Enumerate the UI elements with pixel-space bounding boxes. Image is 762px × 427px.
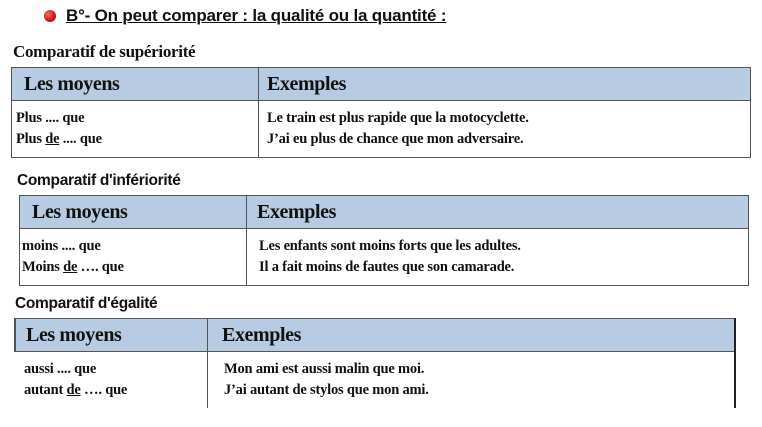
section-title-inferiority: Comparatif d'infériorité [17,172,181,189]
header-examples: Exemples [259,68,751,101]
table-row [12,101,751,158]
means-cell [20,229,247,286]
header-examples: Exemples [247,196,749,229]
heading [44,6,446,26]
section-title-superiority: Comparatif de supériorité [13,42,196,61]
header-means: Les moyens [12,68,259,101]
table-superiority [11,67,751,158]
example-line: Les enfants sont moins forts que les adultes. [259,238,521,254]
red-bullet-icon [44,10,56,22]
underlined-de: de [66,382,81,398]
example-line: Il a fait moins de fautes que son camarade. [259,259,515,275]
means-line: moins .... que [22,238,101,254]
table-equality [14,318,736,408]
means-cell [15,352,208,409]
underlined-de: de [63,259,78,275]
means-line: Plus .... que [16,110,85,126]
means-cell [12,101,259,158]
section-title-equality: Comparatif d'égalité [15,295,158,312]
header-means: Les moyens [20,196,247,229]
example-line: J’ai eu plus de chance que mon adversaire. [267,131,524,147]
example-cell [208,352,736,409]
header-examples: Exemples [208,319,736,352]
example-line: Mon ami est aussi malin que moi. [224,361,425,377]
table-header-row [12,68,751,101]
heading-text: B°- On peut comparer : la qualité ou la quantité : [66,6,447,25]
table-inferiority [19,195,749,286]
table-row [15,352,735,409]
underlined-de: de [45,131,60,147]
means-line: autant de …. que [24,382,128,398]
header-means: Les moyens [15,319,208,352]
table-row [20,229,749,286]
example-line: Le train est plus rapide que la motocyclette. [267,110,529,126]
table-header-row [15,319,735,352]
example-cell [247,229,749,286]
means-line: Moins de …. que [22,259,124,275]
example-line: J’ai autant de stylos que mon ami. [224,382,429,398]
means-line: aussi .... que [24,361,97,377]
table-header-row [20,196,749,229]
means-line: Plus de .... que [16,131,102,147]
example-cell [259,101,751,158]
